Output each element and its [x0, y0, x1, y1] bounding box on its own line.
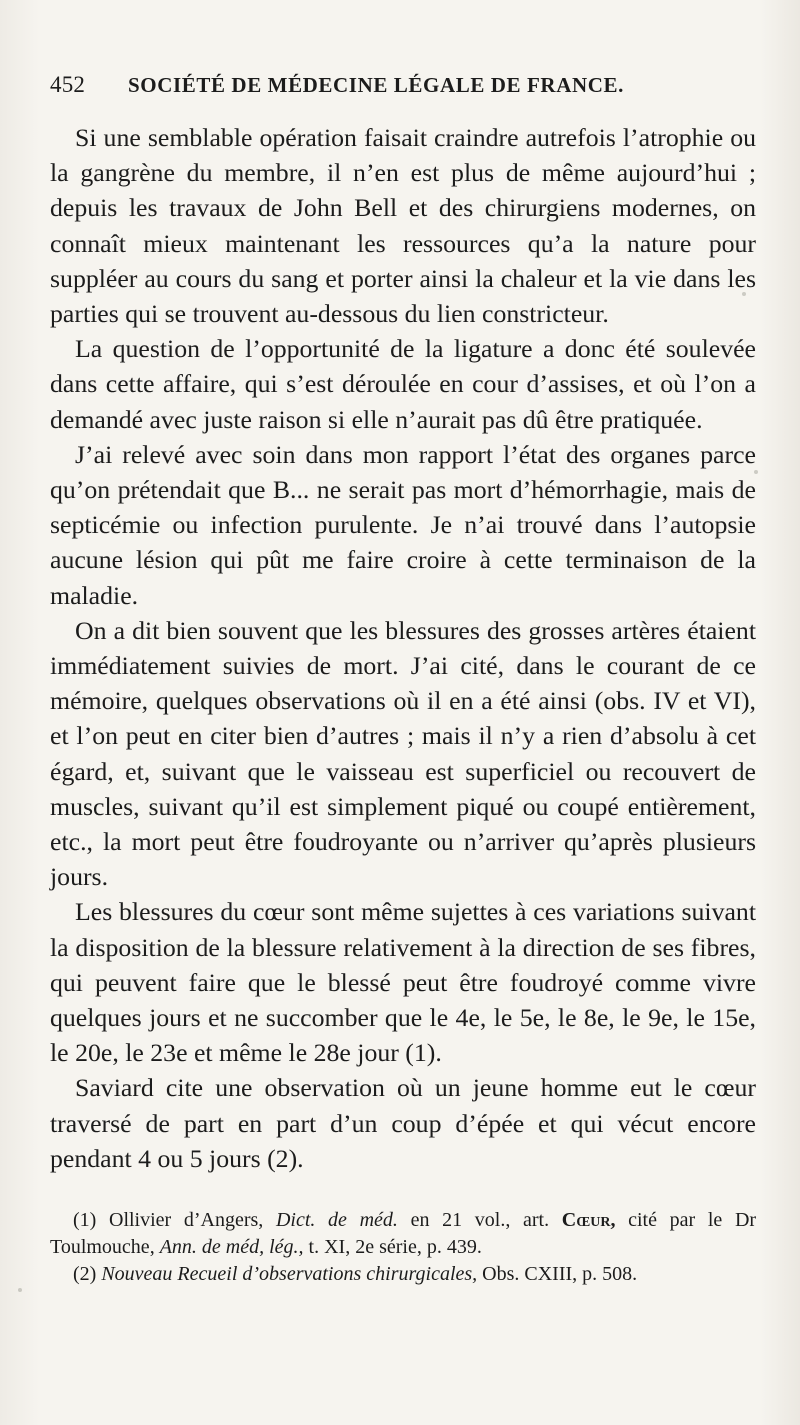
footnote-1-journal: Ann. de méd, lég.,	[159, 1236, 304, 1259]
running-head	[50, 72, 756, 110]
footnote-1-text-c: t. XI, 2e série, p. 439.	[308, 1236, 482, 1259]
footnote-2-text: Obs. CXIII, p. 508.	[482, 1263, 638, 1286]
paper-speck	[742, 292, 746, 296]
paragraph-6: Saviard cite une observation où un jeune homme eut le cœur traversé de part en part d’un coup d’épée et qui vécut encore pendant 4 ou 5 jours (2).	[50, 1073, 756, 1173]
footnote-1-mark: (1)	[73, 1209, 97, 1232]
page-number: 452	[50, 72, 86, 97]
paragraph-1: Si une semblable opération faisait craindre autrefois l’atrophie ou la gangrène du membre, il n’en est plus de même aujourd’hui ; depuis les travaux de John Bell et des chirurgiens modernes, on connaît mieux maintenant les ressources qu’a la nature pour suppléer au cours du sang et porter ainsi la chaleur et la vie dans les parties qui se trouvent au-dessous du lien constricteur.	[50, 123, 756, 329]
body-text	[50, 120, 756, 1176]
paragraph-4: On a dit bien souvent que les blessures des grosses artères étaient immédiatement suivies de mort. J’ai cité, dans le courant de ce mémoire, quelques observations où il en a été ainsi (obs. IV et VI), et l’on peut en citer bien d’autres ; mais il n’y a rien d’absolu à cet égard, et, suivant que le vaisseau est superficiel ou recouvert de muscles, suivant qu’il est simplement piqué ou coupé entièrement, etc., la mort peut être foudroyante ou n’arriver qu’après plusieurs jours.	[50, 615, 756, 892]
running-head-title: SOCIÉTÉ DE MÉDECINE LÉGALE DE FRANCE.	[128, 73, 624, 97]
footnote-1-entry: Cœur,	[561, 1209, 616, 1232]
footnote-1-text-a: en 21 vol., art.	[410, 1209, 550, 1232]
paragraph-2: La question de l’opportunité de la ligature a donc été soulevée dans cette affaire, qui s’est déroulée en cour d’assises, et où l’on a demandé avec juste raison si elle n’aurait pas dû être pratiquée.	[50, 334, 756, 434]
paragraph-5: Les blessures du cœur sont même sujettes à ces variations suivant la disposition de la blessure relativement à la direction de ses fibres, qui peuvent faire que le blessé peut être foudroyé comme vivre quelques jours et ne succomber que le 4e, le 5e, le 8e, le 9e, le 15e, le 20e, le 23e et même le 28e jour (1).	[50, 897, 756, 1068]
footnote-1-author: Ollivier d’Angers,	[109, 1209, 264, 1232]
footnotes	[50, 1207, 756, 1288]
paper-speck	[754, 470, 758, 474]
footnote-1	[50, 1207, 756, 1261]
paragraph-3: J’ai relevé avec soin dans mon rapport l’état des organes parce qu’on prétendait que B... ne serait pas mort d’hémorrhagie, mais de septicémie ou infection purulente. Je n’ai trouvé dans l’autopsie aucune lésion qui pût me faire croire à cette terminaison de la maladie.	[50, 439, 756, 610]
paper-speck	[18, 1288, 22, 1292]
footnote-2	[50, 1261, 756, 1288]
footnote-2-work: Nouveau Recueil d’observations chirurgicales,	[101, 1263, 478, 1286]
footnote-1-work: Dict. de méd.	[275, 1209, 398, 1232]
footnote-1-text-b: cité par le Dr Toulmouche,	[50, 1209, 757, 1259]
footnote-2-mark: (2)	[73, 1263, 97, 1286]
